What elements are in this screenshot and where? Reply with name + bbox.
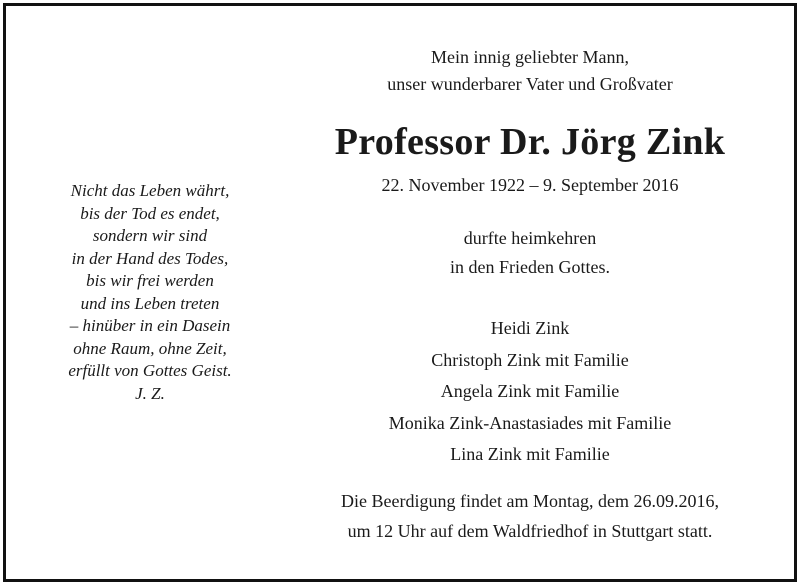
family-member: Lina Zink mit Familie xyxy=(450,444,610,464)
deceased-name: Professor Dr. Jörg Zink xyxy=(334,121,726,163)
poem-line: in der Hand des Todes, xyxy=(71,248,229,268)
poem-line: und ins Leben treten xyxy=(80,293,220,313)
message-block xyxy=(290,224,770,282)
funeral-line: Die Beerdigung findet am Montag, dem 26.09.2016, xyxy=(341,491,719,511)
funeral-info xyxy=(290,486,770,546)
family-member: Angela Zink mit Familie xyxy=(440,381,620,401)
funeral-line: um 12 Uhr auf dem Waldfriedhof in Stuttgart statt. xyxy=(347,521,713,541)
poem-line: bis der Tod es endet, xyxy=(80,203,220,223)
message-line: in den Frieden Gottes. xyxy=(450,257,610,277)
poem-line: erfüllt von Gottes Geist. xyxy=(68,361,232,380)
poem-signature: J. Z. xyxy=(135,383,165,403)
family-member: Christoph Zink mit Familie xyxy=(431,349,629,370)
family-list xyxy=(290,313,770,471)
intro-line: Mein innig geliebter Mann, xyxy=(431,47,629,67)
poem-line: – hinüber in ein Dasein xyxy=(69,316,231,335)
poem-line: ohne Raum, ohne Zeit, xyxy=(73,338,227,358)
message-line: durfte heimkehren xyxy=(463,228,597,248)
poem-line: bis wir frei werden xyxy=(86,271,214,290)
poem-line: Nicht das Leben währt, xyxy=(70,181,230,200)
poem-line: sondern wir sind xyxy=(92,226,208,245)
family-member: Heidi Zink xyxy=(490,318,570,338)
life-dates: 22. November 1922 – 9. September 2016 xyxy=(381,175,679,195)
intro-line: unser wunderbarer Vater und Großvater xyxy=(387,74,673,94)
family-member: Monika Zink-Anastasiades mit Familie xyxy=(388,412,672,433)
intro-block xyxy=(290,44,770,98)
poem-block xyxy=(40,180,260,405)
